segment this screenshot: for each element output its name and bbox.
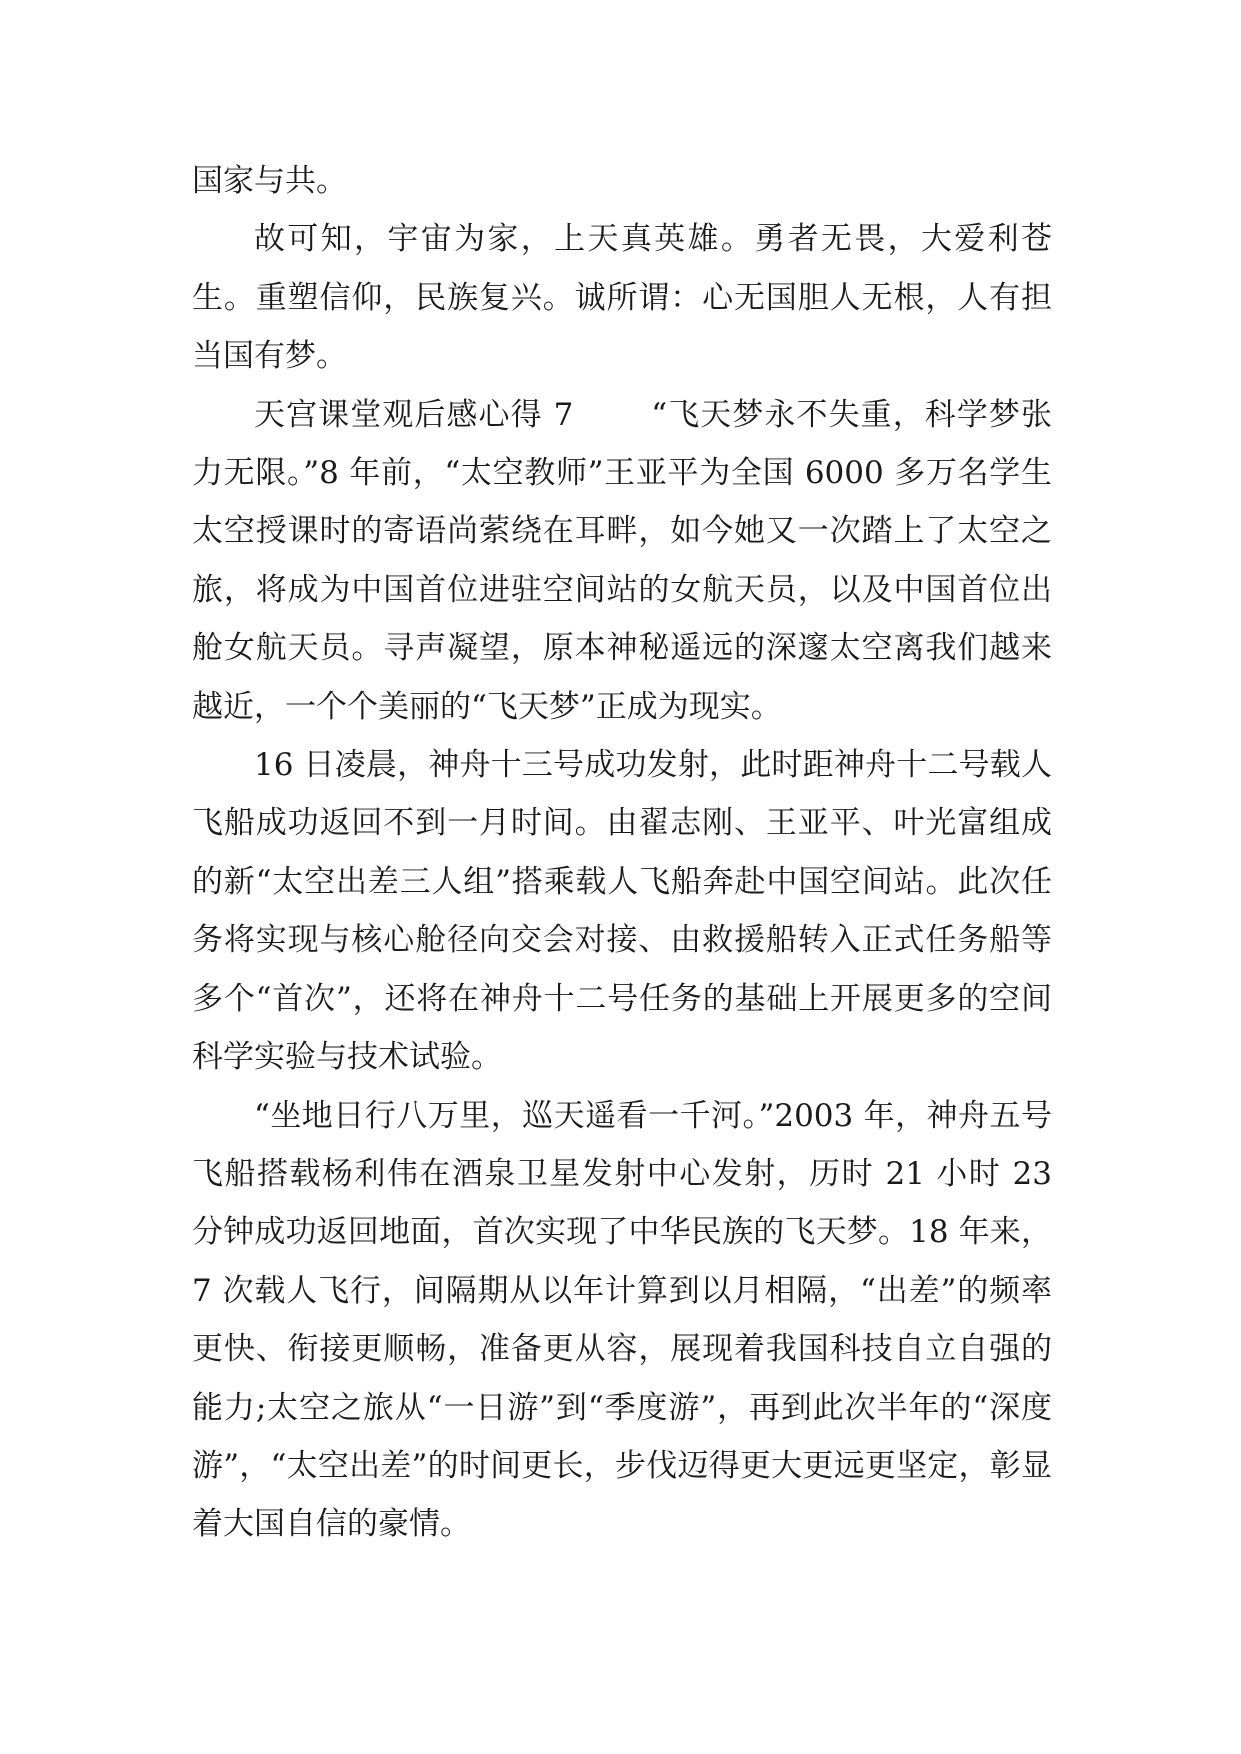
- paragraph-5: “坐地日行八万里，巡天遥看一千河。”2003 年，神舟五号飞船搭载杨利伟在酒泉卫星发射中心发射，历时 21 小时 23 分钟成功返回地面，首次实现了中华民族的飞天梦。18 年来，7 次载人飞行，间隔期从以年计算到以月相隔，“出差”的频率更快、衔接更顺畅，准备更从容，展现着我国科技自立自强的能力;太空之旅从“一日游”到“季度游”，再到此次半年的“深度游”，“太空出差”的时间更长，步伐迈得更大更远更坚定，彰显着大国自信的豪情。: [192, 1097, 1052, 1543]
- paragraph-3: [192, 386, 1052, 736]
- document-page: [192, 152, 1052, 1554]
- section-heading: 天宫课堂观后感心得 7: [254, 396, 574, 433]
- paragraph-4: 16 日凌晨，神舟十三号成功发射，此时距神舟十二号载人飞船成功返回不到一月时间。由翟志刚、王亚平、叶光富组成的新“太空出差三人组”搭乘载人飞船奔赴中国空间站。此次任务将实现与核心舱径向交会对接、由救援船转入正式任务船等多个“首次”，还将在神舟十二号任务的基础上开展更多的空间科学实验与技术试验。: [192, 747, 1052, 1076]
- paragraph-2: 故可知，宇宙为家，上天真英雄。勇者无畏，大爱利苍生。重塑信仰，民族复兴。诚所谓：心无国胆人无根，人有担当国有梦。: [192, 221, 1052, 375]
- paragraph-1: 国家与共。: [192, 163, 347, 199]
- paragraph-3-body: “飞天梦永不失重，科学梦张力无限。”8 年前，“太空教师”王亚平为全国 6000 多万名学生太空授课时的寄语尚萦绕在耳畔，如今她又一次踏上了太空之旅，将成为中国首位进驻空间站的女航天员，以及中国首位出舱女航天员。寻声凝望，原本神秘遥远的深邃太空离我们越来越近，一个个美丽的“飞天梦”正成为现实。: [192, 396, 1052, 725]
